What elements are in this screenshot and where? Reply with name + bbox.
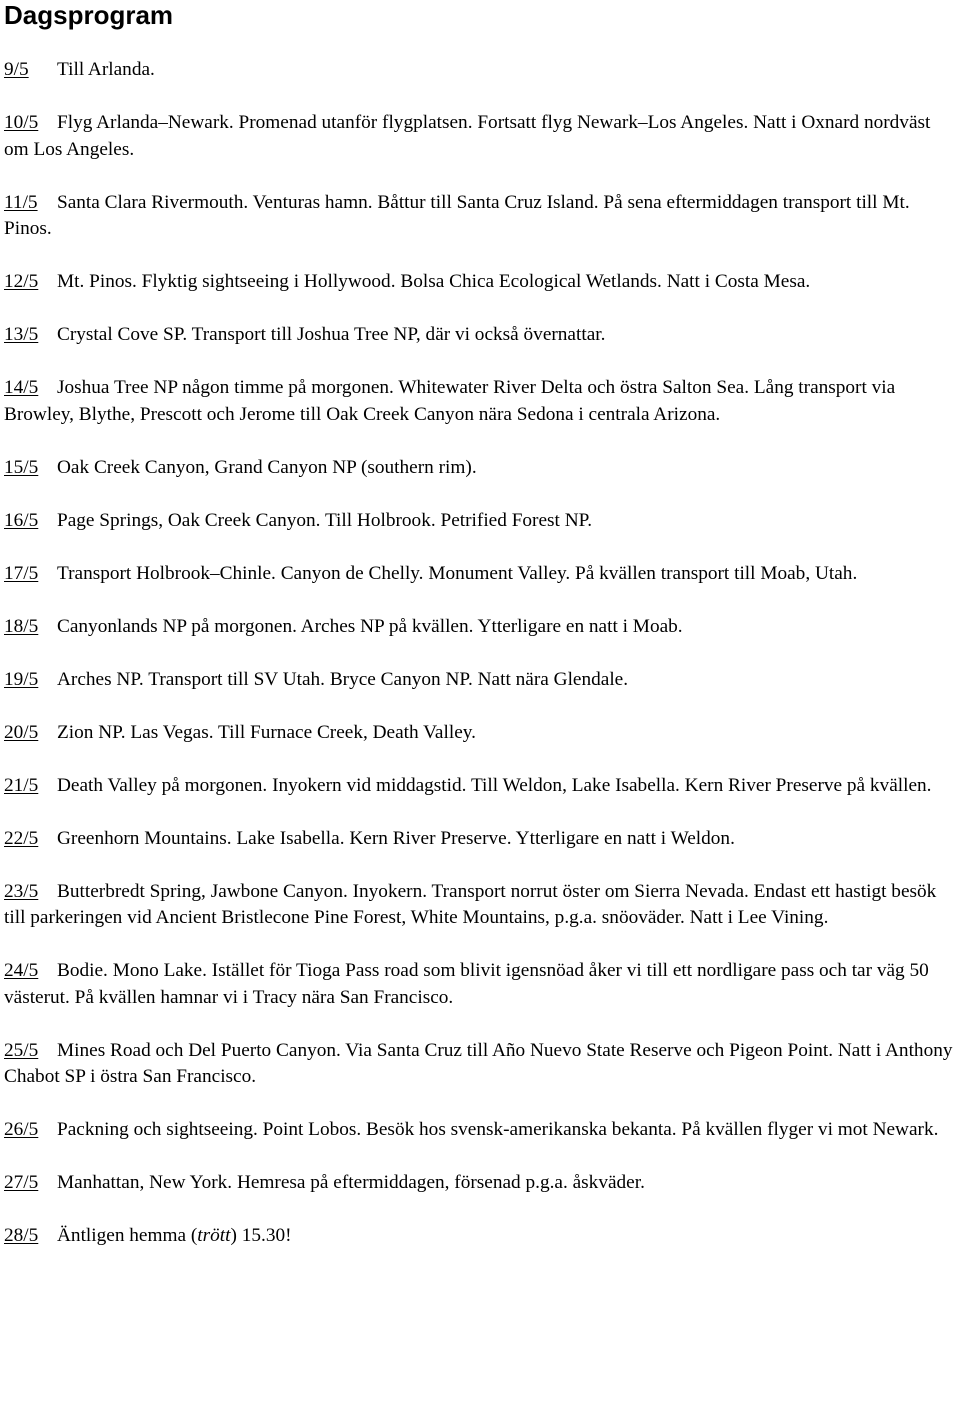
entry-text: Transport Holbrook–Chinle. Canyon de Chelly. Monument Valley. På kvällen transport till Moab, Utah. xyxy=(57,562,858,584)
entry-text: Crystal Cove SP. Transport till Joshua Tree NP, där vi också övernattar. xyxy=(57,324,606,345)
entry-date: 19/5 xyxy=(4,668,39,690)
entry-date: 28/5 xyxy=(4,1225,39,1246)
itinerary-entry xyxy=(4,667,954,694)
itinerary-entry xyxy=(4,269,954,296)
entry-text: Page Springs, Oak Creek Canyon. Till Holbrook. Petrified Forest NP. xyxy=(57,509,593,531)
itinerary-entry xyxy=(4,561,954,588)
itinerary-entry xyxy=(4,57,954,84)
entry-date: 10/5 xyxy=(4,112,39,133)
itinerary-entry xyxy=(4,614,954,641)
entry-text-after: ) 15.30! xyxy=(230,1225,292,1246)
itinerary-entry xyxy=(4,826,954,853)
itinerary-entry xyxy=(4,773,954,800)
itinerary-entry xyxy=(4,455,954,482)
entry-text: Oak Creek Canyon, Grand Canyon NP (southern rim). xyxy=(57,456,477,478)
itinerary-entry xyxy=(4,190,954,243)
itinerary-entry xyxy=(4,508,954,535)
entry-text: Till Arlanda. xyxy=(57,59,155,80)
itinerary-entry xyxy=(4,720,954,747)
entry-text: Canyonlands NP på morgonen. Arches NP på kvällen. Ytterligare en natt i Moab. xyxy=(57,615,683,637)
entry-date: 16/5 xyxy=(4,509,39,531)
itinerary-entry xyxy=(4,879,954,932)
entry-date: 23/5 xyxy=(4,880,39,902)
entry-text: Greenhorn Mountains. Lake Isabella. Kern River Preserve. Ytterligare en natt i Weldon. xyxy=(57,827,735,849)
entry-date: 13/5 xyxy=(4,324,39,345)
itinerary-entry xyxy=(4,1117,954,1144)
entry-date: 20/5 xyxy=(4,721,39,743)
entry-text: Mines Road och Del Puerto Canyon. Via Santa Cruz till Año Nuevo State Reserve och Pigeon Point. Natt i Anthony Chabot SP i östra San Francisco. xyxy=(4,1039,953,1087)
entry-date: 22/5 xyxy=(4,827,39,849)
entry-date: 9/5 xyxy=(4,59,29,80)
entry-date: 18/5 xyxy=(4,615,39,637)
entry-date: 12/5 xyxy=(4,271,39,292)
entry-text: Arches NP. Transport till SV Utah. Bryce Canyon NP. Natt nära Glendale. xyxy=(57,668,629,690)
entry-date: 15/5 xyxy=(4,456,39,478)
page-title: Dagsprogram xyxy=(4,0,174,30)
entry-text-before: Äntligen hemma ( xyxy=(57,1225,198,1246)
itinerary-entry xyxy=(4,375,954,428)
itinerary-entry-last xyxy=(4,1223,954,1250)
itinerary-entry xyxy=(4,1038,954,1091)
entry-text: Joshua Tree NP någon timme på morgonen. Whitewater River Delta och östra Salton Sea. Lång transport via Browley, Blythe, Prescott och Jerome till Oak Creek Canyon nära Sedona i centrala Arizona. xyxy=(4,377,896,425)
entry-text: Manhattan, New York. Hemresa på eftermiddagen, försenad p.g.a. åskväder. xyxy=(57,1172,645,1193)
entry-text: Flyg Arlanda–Newark. Promenad utanför flygplatsen. Fortsatt flyg Newark–Los Angeles. Natt i Oxnard nordväst om Los Angeles. xyxy=(4,112,931,160)
entry-date: 11/5 xyxy=(4,191,38,213)
document-page xyxy=(4,0,954,1276)
entry-text: Zion NP. Las Vegas. Till Furnace Creek, Death Valley. xyxy=(57,721,476,743)
itinerary-entry xyxy=(4,322,954,349)
entry-text: Butterbredt Spring, Jawbone Canyon. Inyokern. Transport norrut öster om Sierra Nevada. Endast ett hastigt besök till parkeringen vid Ancient Bristlecone Pine Forest, White Mountains, p.g.a. snöoväder. Natt i Lee Vining. xyxy=(4,880,937,928)
entry-date: 14/5 xyxy=(4,377,39,398)
itinerary-entry xyxy=(4,110,954,163)
entry-date: 25/5 xyxy=(4,1039,39,1061)
itinerary-entry xyxy=(4,1170,954,1197)
entry-text: Mt. Pinos. Flyktig sightseeing i Hollywood. Bolsa Chica Ecological Wetlands. Natt i Costa Mesa. xyxy=(57,271,811,292)
entry-text: Death Valley på morgonen. Inyokern vid middagstid. Till Weldon, Lake Isabella. Kern River Preserve på kvällen. xyxy=(57,774,932,796)
itinerary-entry xyxy=(4,958,954,1011)
entry-text: Santa Clara Rivermouth. Venturas hamn. Båttur till Santa Cruz Island. På sena eftermiddagen transport till Mt. Pinos. xyxy=(4,191,910,239)
entry-date: 21/5 xyxy=(4,774,39,796)
entry-date: 24/5 xyxy=(4,960,39,981)
entry-date: 27/5 xyxy=(4,1172,39,1193)
itinerary-list xyxy=(4,57,954,1250)
entry-date: 26/5 xyxy=(4,1119,39,1140)
entry-date: 17/5 xyxy=(4,562,39,584)
entry-text-italic: trött xyxy=(197,1225,231,1246)
entry-text: Packning och sightseeing. Point Lobos. Besök hos svensk-amerikanska bekanta. På kvällen flyger vi mot Newark. xyxy=(57,1119,939,1140)
entry-text: Bodie. Mono Lake. Istället för Tioga Pass road som blivit igensnöad åker vi till ett nordligare pass och tar väg 50 västerut. På kvällen hamnar vi i Tracy nära San Francisco. xyxy=(4,960,929,1008)
